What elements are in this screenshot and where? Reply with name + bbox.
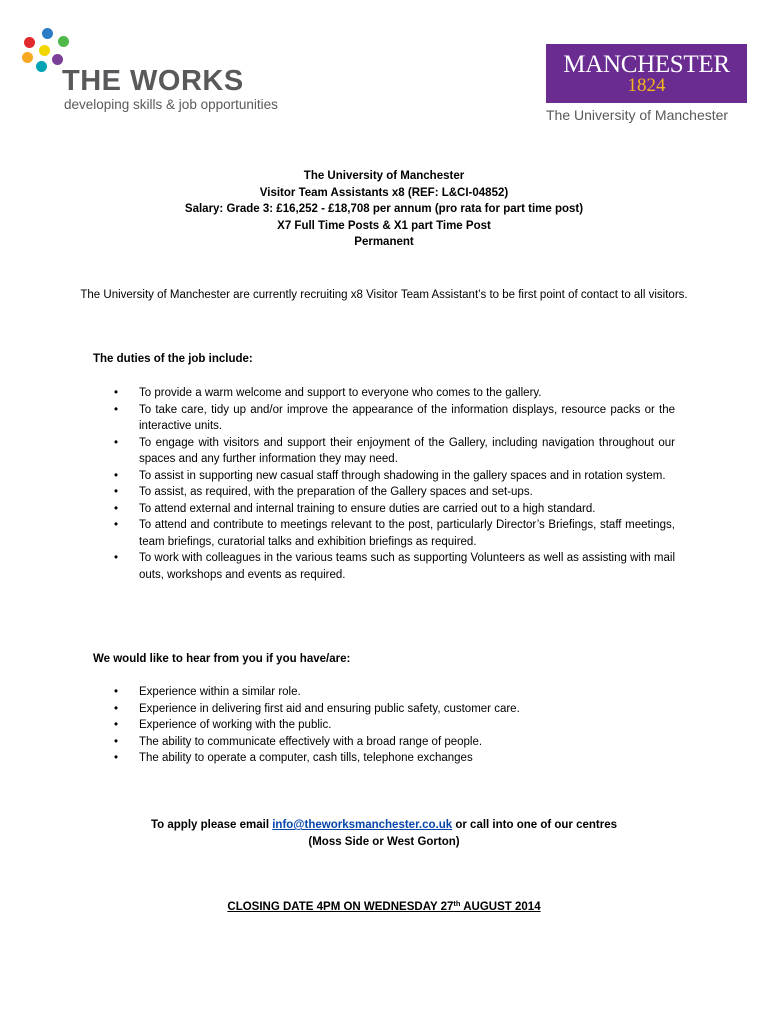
bullet-icon: • [114, 469, 119, 482]
apply-suffix: or call into one of our centres (Moss Side or West Gorton) [308, 819, 618, 848]
closing-date-superscript: th [453, 899, 461, 908]
bullet-icon: • [114, 403, 119, 416]
duties-heading: The duties of the job include: [93, 353, 253, 365]
bullet-icon: • [114, 436, 119, 449]
list-item-text: Experience in delivering first aid and ensuring public safety, customer care. [139, 702, 520, 715]
bullet-icon: • [114, 552, 119, 564]
list-item-text: Experience within a similar role. [139, 686, 301, 698]
list-item [114, 684, 675, 701]
apply-instructions [150, 817, 618, 850]
list-item [114, 550, 675, 583]
works-logo-tagline: developing skills & job opportunities [64, 97, 278, 112]
intro-paragraph: The University of Manchester are currently recruiting x8 Visitor Team Assistant’s to be first point of contact to all visitors. [80, 289, 688, 301]
works-logo-title: THE WORKS [62, 65, 244, 97]
list-item-text: To attend and contribute to meetings relevant to the post, particularly Director’s Briefings, staff meetings, team briefings, curatorial talks and exhibition briefings as required. [139, 519, 675, 548]
list-item-text: To attend external and internal training to ensure duties are carried out to a high standard. [139, 502, 596, 515]
duties-list [114, 385, 675, 583]
logo-dot [24, 37, 35, 48]
logo-dot [58, 36, 69, 47]
list-item-text: The ability to communicate effectively with a broad range of people. [139, 735, 483, 748]
bullet-icon: • [114, 502, 119, 515]
bullet-icon: • [114, 387, 119, 399]
list-item [114, 750, 675, 767]
bullet-icon: • [114, 719, 119, 731]
bullet-icon: • [114, 702, 119, 715]
list-item [114, 402, 675, 435]
list-item [114, 701, 675, 718]
the-works-logo [22, 28, 292, 118]
bullet-icon: • [114, 686, 119, 698]
closing-date-text: CLOSING DATE 4PM ON WEDNESDAY 27 [227, 901, 454, 913]
list-item-text: To assist, as required, with the preparation of the Gallery spaces and set-ups. [139, 486, 533, 498]
header-line: X7 Full Time Posts & X1 part Time Post [277, 219, 491, 232]
logo-dot [42, 28, 53, 39]
header-line: Permanent [354, 236, 414, 248]
list-item-text: To engage with visitors and support their enjoyment of the Gallery, including navigation throughout our spaces and any further information they may need. [139, 436, 675, 465]
closing-date-suffix: AUGUST 2014 [460, 901, 541, 913]
list-item [114, 385, 675, 402]
list-item-text: The ability to operate a computer, cash tills, telephone exchanges [139, 752, 473, 764]
list-item-text: Experience of working with the public. [139, 719, 332, 731]
bullet-icon: • [114, 519, 119, 531]
requirements-list [114, 684, 675, 767]
job-header [100, 168, 668, 251]
logo-dot [39, 45, 50, 56]
manchester-logo-name: MANCHESTER [563, 51, 730, 78]
email-link[interactable]: info@theworksmanchester.co.uk [272, 819, 453, 831]
header-line: The University of Manchester [303, 170, 465, 182]
bullet-icon: • [114, 752, 119, 764]
manchester-logo-subtitle: The University of Manchester [546, 107, 729, 123]
bullet-icon: • [114, 486, 119, 498]
header-line: Salary: Grade 3: £16,252 - £18,708 per annum (pro rata for part time post) [184, 203, 584, 215]
bullet-icon: • [114, 735, 119, 748]
requirements-heading: We would like to hear from you if you have/are: [93, 653, 351, 665]
manchester-logo-year: 1824 [627, 75, 666, 96]
list-item [114, 734, 675, 751]
apply-prefix: To apply please email [150, 819, 273, 831]
logo-dot [22, 52, 33, 63]
list-item [114, 435, 675, 468]
manchester-logo [546, 44, 747, 103]
list-item [114, 501, 675, 518]
list-item [114, 717, 675, 734]
list-item [114, 517, 675, 550]
list-item [114, 468, 675, 485]
list-item-text: To take care, tidy up and/or improve the appearance of the information displays, resource packs or the interactive units. [139, 403, 675, 432]
logo-dot [52, 54, 63, 65]
list-item-text: To assist in supporting new casual staff through shadowing in the gallery spaces and in rotation system. [139, 469, 666, 482]
logo-dot [36, 61, 47, 72]
list-item [114, 484, 675, 501]
list-item-text: To work with colleagues in the various teams such as supporting Volunteers as well as assisting with mail outs, workshops and events as required. [139, 552, 675, 581]
header-line: Visitor Team Assistants x8 (REF: L&CI-04852) [259, 186, 509, 199]
list-item-text: To provide a warm welcome and support to everyone who comes to the gallery. [139, 387, 542, 399]
closing-date [150, 899, 618, 916]
